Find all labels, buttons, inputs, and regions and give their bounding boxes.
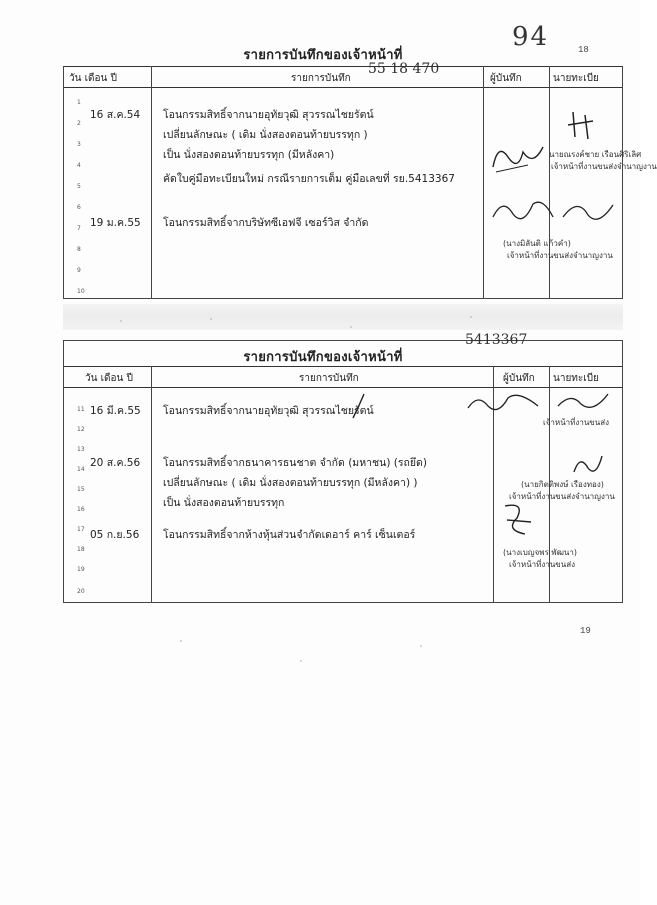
section-1-header-row (63, 61, 623, 88)
column-divider (549, 66, 550, 298)
table-border-left (63, 66, 64, 298)
entry-line: เป็น นั่งสองตอนท้ายบรรทุก (163, 497, 285, 509)
entry-date: 16 มี.ค.55 (90, 405, 141, 417)
official-name: นายณรงค์ชาย เรือนศิริเลิศ (549, 150, 642, 159)
column-divider (151, 366, 152, 602)
row-number: 20 (77, 588, 85, 595)
section-2-title: รายการบันทึกของเจ้าหน้าที่ (243, 350, 403, 365)
row-number: 12 (77, 426, 85, 433)
header-registrar: นายทะเบีย (553, 373, 599, 384)
scan-speck (300, 660, 302, 662)
row-number: 6 (77, 204, 81, 211)
entry-line: เปลี่ยนลักษณะ ( เดิม นั่งสองตอนท้ายบรรทุก (มีหลังคา) ) (163, 477, 418, 489)
handwritten-signature (558, 197, 618, 232)
handwritten-signature (488, 192, 558, 232)
official-name: (นางมิลันติ แก้วคำ) (503, 239, 571, 248)
table-border-right (622, 340, 623, 602)
record-section-1 (63, 42, 657, 302)
entry-line: เปลี่ยนลักษณะ ( เดิม นั่งสองตอนท้ายบรรทุก ) (163, 129, 368, 141)
handwritten-signature (553, 388, 613, 418)
entry-date: 05 ก.ย.56 (90, 529, 140, 541)
entry-date: 19 ม.ค.55 (90, 217, 141, 229)
row-number: 2 (77, 120, 81, 127)
handwritten-signature (563, 107, 603, 147)
table-border-top (63, 340, 623, 341)
row-number: 14 (77, 466, 85, 473)
table-border-left (63, 340, 64, 602)
row-number: 13 (77, 446, 85, 453)
header-recorder: ผู้บันทึก (503, 373, 535, 384)
row-number: 9 (77, 267, 81, 274)
official-title: เจ้าหน้าที่งานขนส่งจำนาญงาน (551, 162, 657, 171)
scan-speck (210, 318, 212, 320)
row-number: 10 (77, 288, 85, 295)
scan-speck (350, 326, 352, 328)
page-separator (63, 304, 623, 330)
row-number: 11 (77, 406, 85, 413)
table-border-right (622, 66, 623, 298)
header-date: วัน เดือน ปี (85, 373, 133, 384)
row-number: 15 (77, 486, 85, 493)
row-number: 16 (77, 506, 85, 513)
entry-date: 20 ส.ค.56 (90, 457, 141, 469)
scan-speck (180, 640, 182, 642)
official-name: (นางเบญจพร พัฒนา) (503, 548, 577, 557)
row-number: 1 (77, 99, 81, 106)
handwritten-signature (568, 450, 608, 478)
record-section-2 (63, 332, 623, 610)
handwritten-registration-number: 55 18 470 (368, 61, 440, 77)
table-border-bottom (63, 602, 623, 603)
scan-speck (470, 316, 472, 318)
row-number: 3 (77, 141, 81, 148)
header-entry: รายการบันทึก (291, 73, 351, 84)
scan-speck (120, 320, 122, 322)
column-divider (483, 66, 484, 298)
row-number: 18 (77, 546, 85, 553)
handwritten-page-number: 94 (512, 22, 550, 52)
entry-line: โอนกรรมสิทธิ์จากบริษัทซีเอฟจี เซอร์วิส จำกัด (163, 217, 369, 229)
row-number: 8 (77, 246, 81, 253)
handwritten-signature (495, 500, 540, 540)
section-1-title: รายการบันทึกของเจ้าหน้าที่ (243, 48, 403, 63)
entry-line: คัดใบคู่มือทะเบียนใหม่ กรณีรายการเต็ม คู่มือเลขที่ รย.5413367 (163, 173, 455, 185)
entry-line: โอนกรรมสิทธิ์จากธนาคารธนชาต จำกัด (มหาชน) (รถยึด) (163, 457, 427, 469)
row-number: 7 (77, 225, 81, 232)
official-name: (นายกิตติพงษ์ เรืองทอง) (521, 480, 604, 489)
row-number: 17 (77, 526, 85, 533)
handwritten-signature (488, 137, 548, 177)
row-number: 4 (77, 162, 81, 169)
official-title: เจ้าหน้าที่งานขนส่ง (509, 560, 576, 569)
header-date: วัน เดือน ปี (69, 73, 117, 84)
entry-line: โอนกรรมสิทธิ์จากนายอุทัยวุฒิ สุวรรณไชยรัตน์ (163, 109, 374, 121)
column-divider (151, 66, 152, 298)
official-title: เจ้าหน้าที่งานขนส่งจำนาญงาน (509, 492, 615, 501)
official-title: เจ้าหน้าที่งานขนส่ง (543, 418, 610, 427)
official-title: เจ้าหน้าที่งานขนส่งจำนาญงาน (507, 251, 613, 260)
entry-date: 16 ส.ค.54 (90, 109, 141, 121)
bottom-corner-number: 19 (580, 626, 591, 636)
entry-line: เป็น นั่งสองตอนท้ายบรรทุก (มีหลังคา) (163, 149, 335, 161)
header-entry: รายการบันทึก (299, 373, 359, 384)
row-number: 19 (77, 566, 85, 573)
header-recorder: ผู้บันทึก (490, 73, 522, 84)
handwritten-mark (349, 392, 369, 422)
row-number: 5 (77, 183, 81, 190)
handwritten-signature (463, 388, 543, 418)
table-border-bottom (63, 298, 623, 299)
handwritten-registration-number: 5413367 (465, 332, 528, 348)
scan-speck (420, 645, 422, 647)
entry-line: โอนกรรมสิทธิ์จากนายอุทัยวุฒิ สุวรรณไชยรัตน์ (163, 405, 374, 417)
header-registrar: นายทะเบีย (553, 73, 599, 84)
section-2-header-row (63, 366, 623, 388)
top-corner-number: 18 (578, 45, 589, 55)
entry-line: โอนกรรมสิทธิ์จากห้างหุ้นส่วนจำกัดเดอาร์ คาร์ เซ็นเตอร์ (163, 529, 416, 541)
